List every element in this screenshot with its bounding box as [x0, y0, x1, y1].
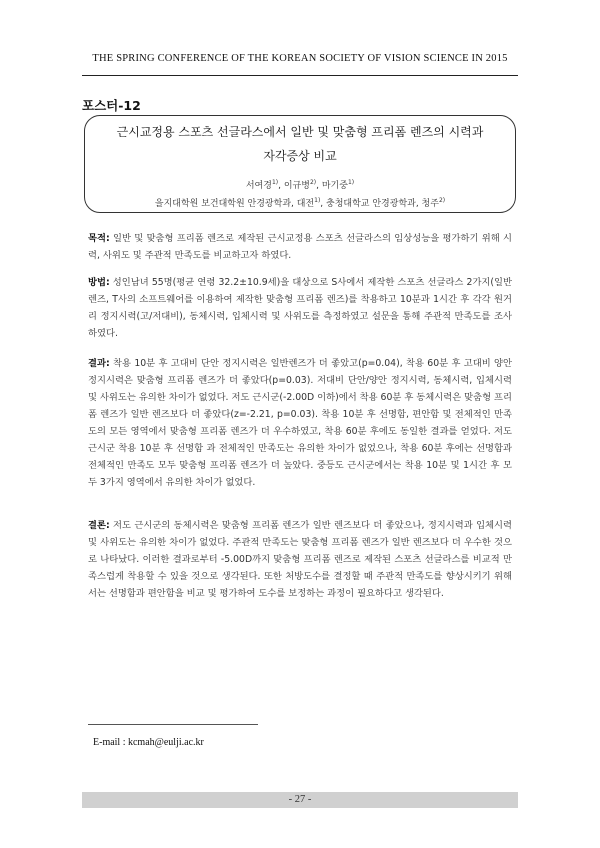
purpose-section — [88, 230, 512, 264]
author-affil-mark: 2) — [309, 179, 317, 186]
conclusion-section — [88, 517, 512, 602]
affiliation-2-mark: 2) — [438, 197, 446, 204]
result-section — [88, 355, 512, 491]
method-section — [88, 274, 512, 342]
method-label: 방법: — [88, 277, 110, 288]
author-name: 이규병 — [283, 181, 310, 191]
affiliation-2: 충청대학교 안경광학과, 청주 — [326, 199, 439, 209]
header-divider — [82, 75, 518, 76]
conclusion-text: 저도 근시군의 동체시력은 맞춤형 프리폼 렌즈가 일반 렌즈보다 더 좋았으나, 정지시력과 입체시력 및 사위도는 유의한 차이가 없었다. 주관적 만족도는 맞춤형 프리폼 렌즈가 일반 렌즈보다 더 우수한 것으로 나타났다. 이러한 결과로부터 -5.00D까지 맞춤형 프리폼 렌즈로 제작된 스포츠 선글라스를 비교적 만족스럽게 착용할 수 있을 것으로 생각된다. 또한 처방도수를 결정할 때 주관적 만족도를 향상시키기 위해서는 선명함과 편안함을 비교 및 평가하여 도수를 보정하는 과정이 필요하다고 생각된다. — [88, 520, 512, 599]
authors: 서여경$^{1)}$, 이규병$^{2)}$, 마기중$^{1)}$ — [245, 179, 355, 191]
method-text: 성인남녀 55명(평균 연령 32.2±10.9세)을 대상으로 S사에서 제작한 스포츠 선글라스 2가지(일반 렌즈, T사의 소프트웨어를 이용하여 제작한 맞춤형 프리폼 렌즈)를 착용하고 10분과 1시간 후 각각 원거리 정지시력(고/저대비), 동체시력, 입체시력 및 사위도를 측정하였고 설문을 통해 주관적 만족도를 조사하였다. — [88, 277, 512, 339]
result-text: 착용 10분 후 고대비 단안 정지시력은 일반렌즈가 더 좋았고(p=0.04), 착용 60분 후 고대비 양안 정지시력은 맞춤형 프리폼 렌즈가 더 좋았다(p=0.03). 저대비 단안/양안 정지시력, 동체시력, 입체시력 및 사위도는 유의한 차이가 없었다. 저도 근시군(-2.00D 이하)에서 착용 60분 후 동체시력은 맞춤형 프리폼 렌즈가 일반 렌즈보다 더 좋았다(z=-2.21, p=0.03). 착용 10분 후 선명함, 편안함 및 전체적인 만족도의 모든 영역에서 맞춤형 프리폼 렌즈가 더 우수하였고, 착용 60분 후에도 동일한 결과를 얻었다. 저도 근시군 착용 10분 후 선명함 과 전체적인 만족도는 유의한 차이가 없었으나, 착용 60분 후에는 선명함과 전체적인 만족도 모두 맞춤형 프리폼 렌즈가 더 높았다. 중등도 근시군에서는 착용 10분 및 1시간 후 모두 3가지 영역에서 유의한 차이가 없었다. — [88, 358, 512, 488]
affiliations: 을지대학원 보건대학원 안경광학과, 대전$^{1)}$, 충청대학교 안경광학과, 청주$^{2)}$ — [154, 197, 446, 209]
affiliation-1: 을지대학원 보건대학원 안경광학과, 대전 — [154, 199, 315, 209]
conclusion-label: 결론: — [88, 520, 110, 531]
page-number: - 27 - — [288, 794, 312, 805]
poster-label: 포스터-12 — [82, 98, 141, 113]
author-name: 마기중 — [321, 181, 348, 191]
author-affil-mark: 1) — [347, 179, 355, 186]
purpose-text: 일반 및 맞춤형 프리폼 렌즈로 제작된 근시교정용 스포츠 선글라스의 임상성능을 평가하기 위해 시력, 사위도 및 주관적 만족도를 비교하고자 하였다. — [88, 233, 512, 261]
title-line-1: 근시교정용 스포츠 선글라스에서 일반 및 맞춤형 프리폼 렌즈의 시력과 — [116, 125, 484, 139]
result-label: 결과: — [88, 358, 110, 369]
footnote-divider — [88, 724, 258, 725]
author-name: 서여경 — [245, 181, 272, 191]
title-line-2: 자각증상 비교 — [263, 149, 337, 163]
conference-header: THE SPRING CONFERENCE OF THE KOREAN SOCIETY OF VISION SCIENCE IN 2015 — [92, 53, 508, 64]
title-box — [84, 115, 516, 213]
purpose-label: 목적: — [88, 233, 110, 244]
page-number-bar — [82, 792, 518, 808]
author-affil-mark: 1) — [271, 179, 279, 186]
affiliation-1-mark: 1) — [314, 197, 321, 204]
contact-email: E-mail : kcmah@eulji.ac.kr — [93, 737, 204, 748]
